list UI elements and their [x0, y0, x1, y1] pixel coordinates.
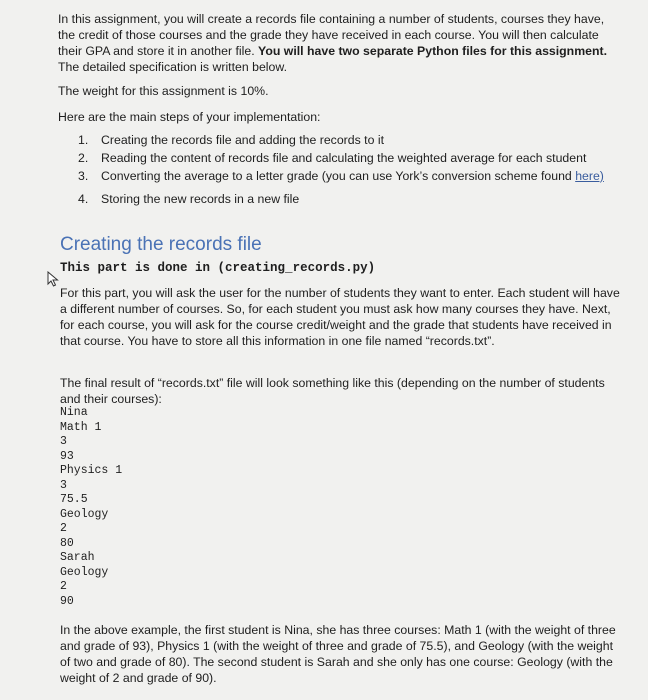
code-line: 3 — [60, 435, 67, 448]
code-line: Physics 1 — [60, 464, 123, 477]
intro-bold-text: You will have two separate Python files for this assignment. — [258, 44, 607, 58]
code-line: Nina — [60, 406, 88, 419]
code-line: Math 1 — [60, 420, 102, 434]
steps-list — [78, 132, 626, 209]
step-text: Storing the new records in a new file — [101, 192, 300, 206]
step-text: Converting the average to a letter grade (you can use York’s conversion scheme found — [101, 169, 576, 183]
step-number: 2. — [78, 151, 89, 165]
weight-text: The weight for this assignment is 10%. — [58, 84, 269, 98]
step-item — [78, 168, 626, 184]
intro-text: In this assignment, you will create a records file containing a number of students, courses they have, the credit of those courses and the grade they have received in each course. You will then calculate their GPA and store it in another file. — [58, 12, 605, 58]
mouse-cursor-icon — [47, 271, 61, 287]
subhead-underscore: _ — [285, 261, 293, 275]
code-line: 90 — [60, 594, 74, 608]
subhead-suffix: records.py) — [292, 261, 376, 275]
creation-instructions: For this part, you will ask the user for the number of students they want to enter. Each student will have a different number of courses. So, for each student you must ask how many courses they have. Next, for each course, you will ask for the course credit/weight and the grade that students have received in that course. You have to store all this information in one file named “records.txt”. — [60, 286, 620, 348]
final-result-text: The final result of “records.txt” file will look something like this (depending on the number of students and their courses): — [60, 376, 605, 406]
example-explanation: In the above example, the first student is Nina, she has three courses: Math 1 (with the weight of three and grade of 93), Physics 1 (with the weight of three and grade of 75.5), and Geology (with the weight of two and grade of 80). The second student is Sarah and she only has one course: Geology (with the weight of 2 and grade of 90). — [60, 623, 616, 685]
code-line: 75.5 — [60, 493, 88, 506]
code-line: 80 — [60, 536, 74, 550]
step-number: 4. — [78, 192, 89, 206]
step-item — [78, 150, 626, 166]
here-link[interactable]: here) — [575, 169, 604, 183]
step-number: 1. — [78, 133, 89, 147]
code-line: 2 — [60, 580, 67, 593]
code-line: Geology — [60, 507, 109, 521]
code-line: 2 — [60, 522, 67, 535]
step-item — [78, 132, 626, 148]
step-text: Creating the records file and adding the records to it — [101, 133, 384, 147]
subhead-prefix: This part is done in (creating — [60, 261, 286, 275]
code-line: 3 — [60, 478, 67, 492]
step-number: 3. — [78, 169, 89, 183]
intro-tail-text: The detailed specification is written below. — [58, 60, 287, 74]
code-line: Sarah — [60, 551, 95, 564]
section-heading: Creating the records file — [60, 234, 262, 255]
subhead-text — [60, 261, 375, 275]
step-item — [78, 191, 626, 207]
step-text: Reading the content of records file and calculating the weighted average for each student — [101, 151, 587, 165]
steps-intro: Here are the main steps of your implementation: — [58, 110, 321, 124]
records-example — [60, 406, 122, 609]
intro-paragraph — [58, 11, 620, 75]
code-line: Geology — [60, 565, 109, 579]
code-line: 93 — [60, 449, 74, 463]
